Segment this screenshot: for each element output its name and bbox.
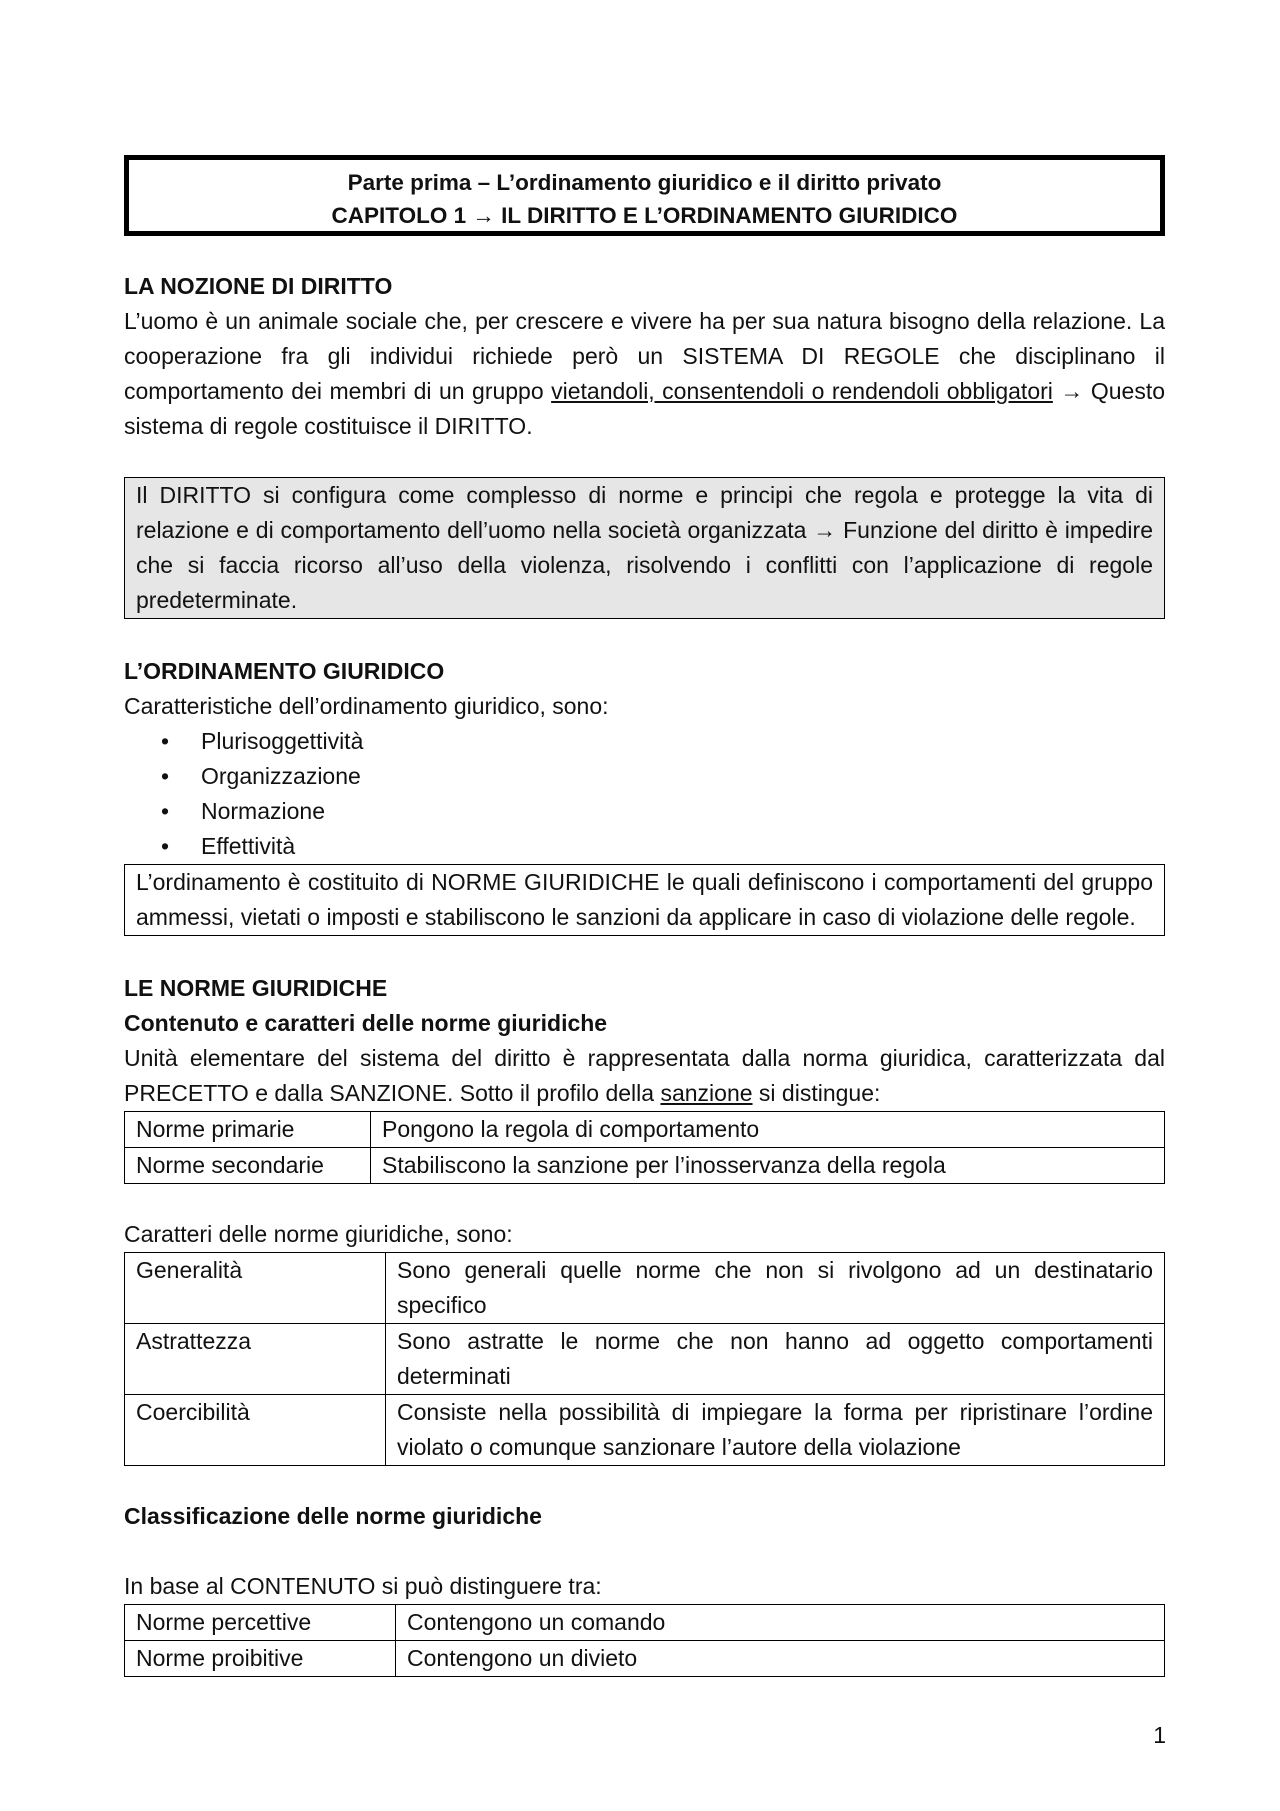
paragraph-text: Unità elementare del sistema del diritto è rappresentata dalla norma giuridica, caratterizzata dal PRECETTO e dalla SANZIONE. Sotto il profilo della (124, 1045, 1165, 1106)
table-row (125, 1253, 1165, 1324)
paragraph-norme (124, 1041, 1165, 1111)
subsection-title-classificazione: Classificazione delle norme giuridiche (124, 1503, 542, 1529)
chapter-name: IL DIRITTO E L’ORDINAMENTO GIURIDICO (494, 203, 958, 228)
list-item: • Organizzazione (161, 759, 1165, 794)
arrow-icon: → (472, 203, 495, 228)
arrow-icon: → (1060, 378, 1084, 404)
characteristics-list (124, 724, 1165, 864)
table-cell: Coercibilità (125, 1395, 386, 1466)
table-row (125, 1641, 1165, 1677)
chapter-part-title: Parte prima – L’ordinamento giuridico e il diritto privato (347, 170, 942, 195)
definition-box-diritto (124, 477, 1165, 619)
ordinamento-box (124, 864, 1165, 936)
arrow-icon: → (813, 517, 837, 543)
paragraph-text: si distingue: (752, 1080, 881, 1106)
table-row (125, 1148, 1165, 1184)
subsection-title-contenuto: Contenuto e caratteri delle norme giuridiche (124, 1010, 608, 1036)
paragraph-nozione (124, 304, 1165, 444)
table-row (125, 1605, 1165, 1641)
table-row (125, 1395, 1165, 1466)
table-cell: Contengono un divieto (396, 1641, 1165, 1677)
table-cell: Astrattezza (125, 1324, 386, 1395)
table-cell: Sono generali quelle norme che non si rivolgono ad un destinatario specifico (386, 1253, 1165, 1324)
definition-text: Il DIRITTO si configura come complesso di norme e principi che regola e protegge la vita di relazione e di comportamento dell’uomo nella società organizzata (136, 482, 1153, 543)
table-cell: Stabiliscono la sanzione per l’inosservanza della regola (371, 1148, 1165, 1184)
underlined-text: vietandoli, consentendoli o rendendoli obbligatori (551, 378, 1053, 404)
table-contenuto (124, 1604, 1165, 1677)
document-page (124, 155, 1165, 1677)
table-cell: Consiste nella possibilità di impiegare la forma per ripristinare l’ordine violato o comunque sanzionare l’autore della violazione (386, 1395, 1165, 1466)
paragraph-caratteri-intro: Caratteri delle norme giuridiche, sono: (124, 1221, 513, 1247)
table-sanzione (124, 1111, 1165, 1184)
chapter-header-box (124, 155, 1165, 236)
table-cell: Norme secondarie (125, 1148, 371, 1184)
paragraph-text: Questo sistema di regole costituisce il DIRITTO. (124, 378, 1166, 439)
section-title-nozione: LA NOZIONE DI DIRITTO (124, 273, 393, 299)
underlined-text: sanzione (660, 1080, 753, 1106)
table-cell: Norme percettive (125, 1605, 396, 1641)
paragraph-text: L’uomo è un animale sociale che, per crescere e vivere ha per sua natura bisogno della relazione. La cooperazione fra gli individui richiede però un SISTEMA DI REGOLE che disciplinano il comportamento dei membri di un gruppo (124, 308, 1165, 404)
definition-text: Funzione del diritto è impedire che si faccia ricorso all’uso della violenza, risolvendo i conflitti con l’applicazione di regole predeterminate. (136, 517, 1153, 613)
table-cell: Pongono la regola di comportamento (371, 1112, 1165, 1148)
table-cell: Norme proibitive (125, 1641, 396, 1677)
page-number: 1 (1153, 1722, 1166, 1748)
list-item: • Plurisoggettività (161, 724, 1165, 759)
table-row (125, 1112, 1165, 1148)
paragraph-ordinamento-intro: Caratteristiche dell’ordinamento giuridico, sono: (124, 693, 609, 719)
section-title-ordinamento: L’ORDINAMENTO GIURIDICO (124, 658, 445, 684)
ordinamento-box-text: L’ordinamento è costituito di NORME GIURIDICHE le quali definiscono i comportamenti del gruppo ammessi, vietati o imposti e stabiliscono le sanzioni da applicare in caso di violazione delle regole. (136, 869, 1153, 930)
table-cell: Norme primarie (125, 1112, 371, 1148)
chapter-title (129, 199, 1160, 232)
list-item: • Normazione (161, 794, 1165, 829)
table-cell: Generalità (125, 1253, 386, 1324)
paragraph-contenuto-intro: In base al CONTENUTO si può distinguere tra: (124, 1573, 602, 1599)
table-cell: Contengono un comando (396, 1605, 1165, 1641)
chapter-number: CAPITOLO 1 (331, 203, 473, 228)
list-item: • Effettività (161, 829, 1165, 864)
table-row (125, 1324, 1165, 1395)
table-caratteri (124, 1252, 1165, 1466)
table-cell: Sono astratte le norme che non hanno ad oggetto comportamenti determinati (386, 1324, 1165, 1395)
section-title-norme: LE NORME GIURIDICHE (124, 975, 388, 1001)
